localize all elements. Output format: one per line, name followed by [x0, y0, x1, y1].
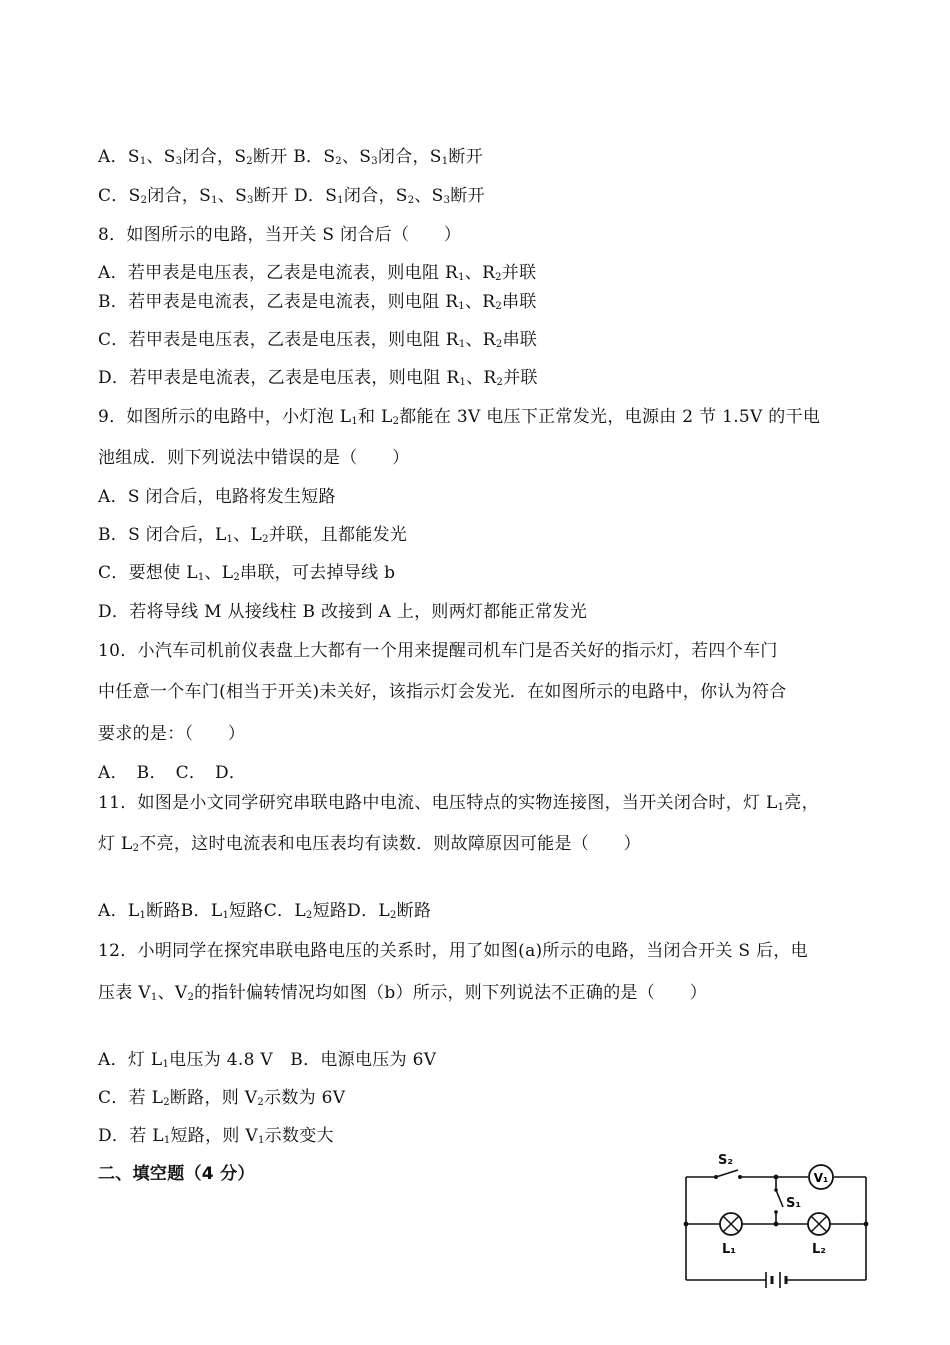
text-line: [98, 1087, 345, 1109]
text-segment: 并联: [503, 368, 538, 388]
text-line: [98, 940, 808, 962]
text-line: [98, 486, 336, 508]
text-segment: 电压为 4.8 V B．电源电压为 6V: [169, 1050, 437, 1070]
text-segment: 断开: [448, 147, 484, 167]
text-segment: 、R: [464, 292, 496, 312]
subscript: 3: [247, 195, 254, 206]
text-segment: 8．如图所示的电路，当开关 S 闭合后（ ）: [98, 225, 462, 245]
subscript: 2: [496, 377, 504, 388]
text-segment: 断路B．L: [146, 901, 223, 921]
text-segment: 并联: [501, 263, 537, 283]
subscript: 1: [441, 156, 449, 167]
subscript: 2: [246, 156, 253, 167]
subscript: 1: [139, 910, 147, 921]
text-segment: 、R: [465, 330, 496, 350]
subscript: 1: [459, 377, 467, 388]
text-segment: 断开 D．S: [253, 186, 338, 206]
text-segment: A．若甲表是电压表，乙表是电流表，则电阻 R: [98, 263, 459, 283]
text-segment: 、R: [464, 263, 496, 283]
text-segment: 12．小明同学在探究串联电路电压的关系时，用了如图(a)所示的电路，当闭合开关 S 后，电: [98, 941, 808, 961]
subscript: 1: [139, 156, 147, 167]
subscript: 1: [197, 572, 205, 583]
text-segment: B．若甲表是电流表，乙表是电流表，则电阻 R: [98, 292, 459, 312]
subscript: 2: [305, 910, 313, 921]
text-segment: 、S: [217, 186, 248, 206]
text-line: [98, 447, 409, 469]
lamp-l1-icon: [720, 1213, 742, 1235]
text-segment: 、S: [146, 147, 176, 167]
text-segment: 断路: [396, 901, 432, 921]
subscript: 2: [390, 910, 397, 921]
subscript: 1: [458, 301, 465, 312]
text-segment: 、S: [341, 147, 372, 167]
text-segment: 串联: [502, 292, 537, 312]
voltmeter-icon: [809, 1165, 833, 1189]
text-line: [98, 262, 536, 284]
text-segment: 断开 B．S: [252, 147, 336, 167]
subscript: 2: [495, 301, 503, 312]
text-segment: 亮，: [784, 793, 819, 813]
text-segment: A． B． C． D．: [98, 763, 247, 783]
subscript: 1: [163, 1135, 171, 1146]
text-segment: 闭合，S: [182, 147, 247, 167]
text-line: [98, 1049, 436, 1071]
circuit-diagram: [680, 1152, 870, 1290]
text-segment: 要求的是：（ ）: [98, 724, 246, 744]
s1-label: S₁: [786, 1196, 802, 1211]
subscript: 1: [458, 339, 466, 350]
s2-label: S₂: [718, 1153, 734, 1168]
text-line: [98, 833, 641, 855]
text-line: [98, 982, 707, 1004]
subscript: 2: [132, 843, 140, 854]
text-segment: 和 L: [357, 407, 393, 427]
text-segment: C．若甲表是电压表，乙表是电压表，则电阻 R: [98, 330, 459, 350]
text-segment: 、R: [466, 368, 497, 388]
text-line: [98, 1125, 334, 1147]
text-line: [98, 524, 407, 546]
text-segment: 闭合，S: [377, 147, 442, 167]
text-segment: 短路D．L: [312, 901, 390, 921]
text-segment: 断路，则 V: [169, 1088, 258, 1108]
subscript: 1: [337, 195, 344, 206]
subscript: 2: [140, 195, 148, 206]
text-segment: 中任意一个车门(相当于开关)未关好，该指示灯会发光．在如图所示的电路中，你认为符合: [98, 682, 787, 702]
text-segment: 短路C．L: [229, 901, 306, 921]
text-segment: 示数为 6V: [264, 1088, 346, 1108]
subscript: 2: [335, 156, 342, 167]
text-segment: B．S 闭合后，L: [98, 525, 227, 545]
text-segment: 10．小汽车司机前仪表盘上大都有一个用来提醒司机车门是否关好的指示灯，若四个车门: [98, 641, 778, 661]
text-segment: 二、填空题（4 分）: [98, 1164, 255, 1184]
text-segment: 闭合，S: [343, 186, 408, 206]
subscript: 3: [371, 156, 378, 167]
text-segment: A．灯 L: [98, 1050, 163, 1070]
l1-label: L₁: [722, 1242, 736, 1257]
text-line: [98, 640, 778, 662]
text-segment: 闭合，S: [147, 186, 212, 206]
subscript: 1: [211, 195, 218, 206]
text-segment: C．要想使 L: [98, 563, 198, 583]
text-segment: 、L: [233, 525, 263, 545]
subscript: 2: [392, 416, 400, 427]
battery-icon: [766, 1272, 786, 1288]
subscript: 2: [495, 339, 503, 350]
text-segment: D．若甲表是电流表，乙表是电压表，则电阻 R: [98, 368, 460, 388]
text-line: [98, 723, 245, 745]
text-segment: A．S: [98, 147, 140, 167]
subscript: 2: [262, 534, 269, 545]
text-segment: A．S 闭合后，电路将发生短路: [98, 487, 336, 507]
text-line: [98, 601, 587, 623]
subscript: 3: [175, 156, 183, 167]
text-line: [98, 224, 461, 246]
text-segment: C．若 L: [98, 1088, 164, 1108]
text-segment: 、S: [414, 186, 444, 206]
text-line: [98, 329, 537, 351]
text-segment: D．若 L: [98, 1126, 164, 1146]
text-segment: 示数变大: [264, 1126, 334, 1146]
text-line: [98, 185, 485, 207]
text-line: [98, 562, 395, 584]
subscript: 2: [407, 195, 415, 206]
text-segment: 11．如图是小文同学研究串联电路中电流、电压特点的实物连接图，当开关闭合时，灯 L: [98, 793, 778, 813]
subscript: 1: [162, 1059, 170, 1070]
section-heading: [98, 1163, 255, 1185]
subscript: 1: [777, 802, 785, 813]
text-segment: 不亮，这时电流表和电压表均有读数．则故障原因可能是（ ）: [139, 834, 641, 854]
subscript: 1: [351, 416, 358, 427]
text-line: [98, 762, 246, 784]
subscript: 1: [226, 534, 234, 545]
text-segment: 池组成．则下列说法中错误的是（ ）: [98, 448, 410, 468]
text-segment: 串联: [502, 330, 538, 350]
subscript: 1: [150, 992, 158, 1003]
text-segment: 灯 L: [98, 834, 133, 854]
text-segment: 断开: [450, 186, 485, 206]
subscript: 1: [222, 910, 230, 921]
subscript: 1: [257, 1135, 265, 1146]
subscript: 3: [443, 195, 451, 206]
text-line: [98, 792, 819, 814]
lamp-l2-icon: [808, 1213, 830, 1235]
text-line: [98, 291, 537, 313]
text-line: [98, 681, 787, 703]
text-segment: A．L: [98, 901, 140, 921]
subscript: 2: [187, 992, 195, 1003]
text-segment: 的指针偏转情况均如图（b）所示，则下列说法不正确的是（ ）: [194, 983, 708, 1003]
text-segment: 压表 V: [98, 983, 151, 1003]
text-segment: 、V: [157, 983, 188, 1003]
l2-label: L₂: [812, 1242, 826, 1257]
text-line: [98, 900, 431, 922]
text-segment: D．若将导线 M 从接线柱 B 改接到 A 上，则两灯都能正常发光: [98, 602, 588, 622]
text-segment: 短路，则 V: [170, 1126, 258, 1146]
subscript: 2: [233, 572, 241, 583]
subscript: 2: [495, 272, 502, 283]
text-segment: 都能在 3V 电压下正常发光，电源由 2 节 1.5V 的干电: [399, 407, 821, 427]
text-line: [98, 367, 538, 389]
text-segment: 9．如图所示的电路中，小灯泡 L: [98, 407, 352, 427]
text-segment: 串联，可去掉导线 b: [240, 563, 396, 583]
text-line: [98, 146, 483, 168]
subscript: 2: [257, 1097, 265, 1108]
subscript: 1: [458, 272, 465, 283]
subscript: 2: [163, 1097, 170, 1108]
text-segment: 并联，且都能发光: [268, 525, 408, 545]
v1-label: V₁: [813, 1171, 829, 1185]
text-segment: 、L: [204, 563, 234, 583]
text-segment: C．S: [98, 186, 141, 206]
text-line: [98, 406, 820, 428]
